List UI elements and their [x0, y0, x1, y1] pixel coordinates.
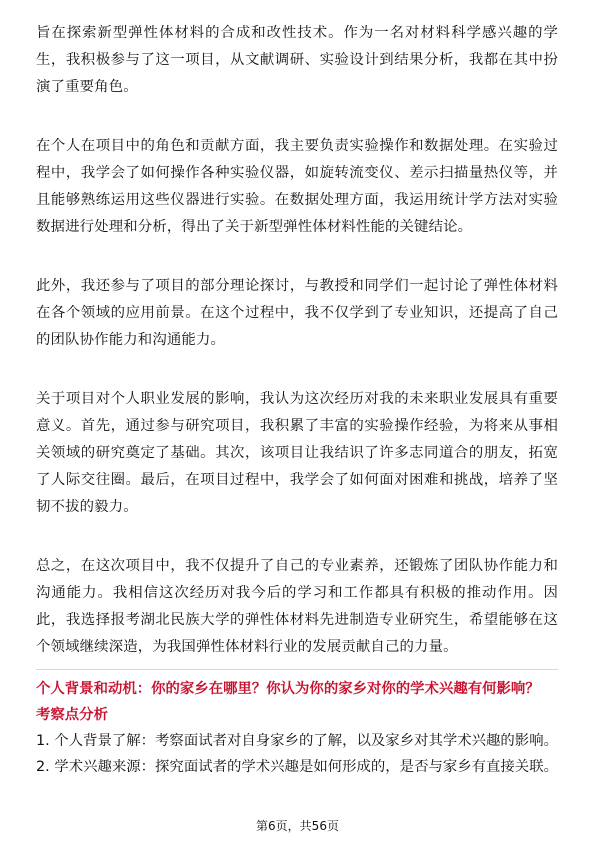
body-paragraph-3: 此外，我还参与了项目的部分理论探讨，与教授和同学们一起讨论了弹性体材料在各个领域的应用前景。在这个过程中，我不仅学到了专业知识，还提高了自己的团队协作能力和沟通能力。: [36, 278, 558, 348]
body-paragraph-1: 旨在探索新型弹性体材料的合成和改性技术。作为一名对材料科学感兴趣的学生，我积极参与了这一项目，从文献调研、实验设计到结果分析，我都在其中扮演了重要角色。: [36, 25, 558, 95]
page-content: [36, 20, 558, 780]
page-number-footer: 第6页，共56页: [256, 819, 339, 833]
body-paragraph-5: 总之，在这次项目中，我不仅提升了自己的专业素养，还锻炼了团队协作能力和沟通能力。我相信这次经历对我今后的学习和工作都具有积极的推动作用。因此，我选择报考湖北民族大学的弹性体材料先进制造专业研究生，希望能够在这个领域继续深造，为我国弹性体材料行业的发展贡献自己的力量。: [36, 558, 558, 655]
body-paragraph-4: 关于项目对个人职业发展的影响，我认为这次经历对我的未来职业发展具有重要意义。首先，通过参与研究项目，我积累了丰富的实验操作经验，为将来从事相关领域的研究奠定了基础。其次，该项目让我结识了许多志同道合的朋友，拓宽了人际交往圈。最后，在项目过程中，我学会了如何面对困难和挑战，培养了坚韧不拔的毅力。: [36, 391, 558, 515]
body-paragraph-2: 在个人在项目中的角色和贡献方面，我主要负责实验操作和数据处理。在实验过程中，我学会了如何操作各种实验仪器，如旋转流变仪、差示扫描量热仪等，并且能够熟练运用这些仪器进行实验。在数据处理方面，我运用统计学方法对实验数据进行处理和分析，得出了关于新型弹性体材料性能的关键结论。: [36, 138, 558, 235]
interview-question: 个人背景和动机：你的家乡在哪里？你认为你的家乡对你的学术兴趣有何影响？: [36, 681, 540, 697]
section-divider: [36, 669, 558, 670]
analysis-list: [36, 728, 558, 780]
analysis-heading: 考察点分析: [36, 707, 108, 723]
analysis-item-1: 1. 个人背景了解：考察面试者对自身家乡的了解，以及家乡对其学术兴趣的影响。: [36, 733, 558, 749]
analysis-item-2: 2. 学术兴趣来源：探究面试者的学术兴趣是如何形成的，是否与家乡有直接关联。: [36, 759, 558, 775]
